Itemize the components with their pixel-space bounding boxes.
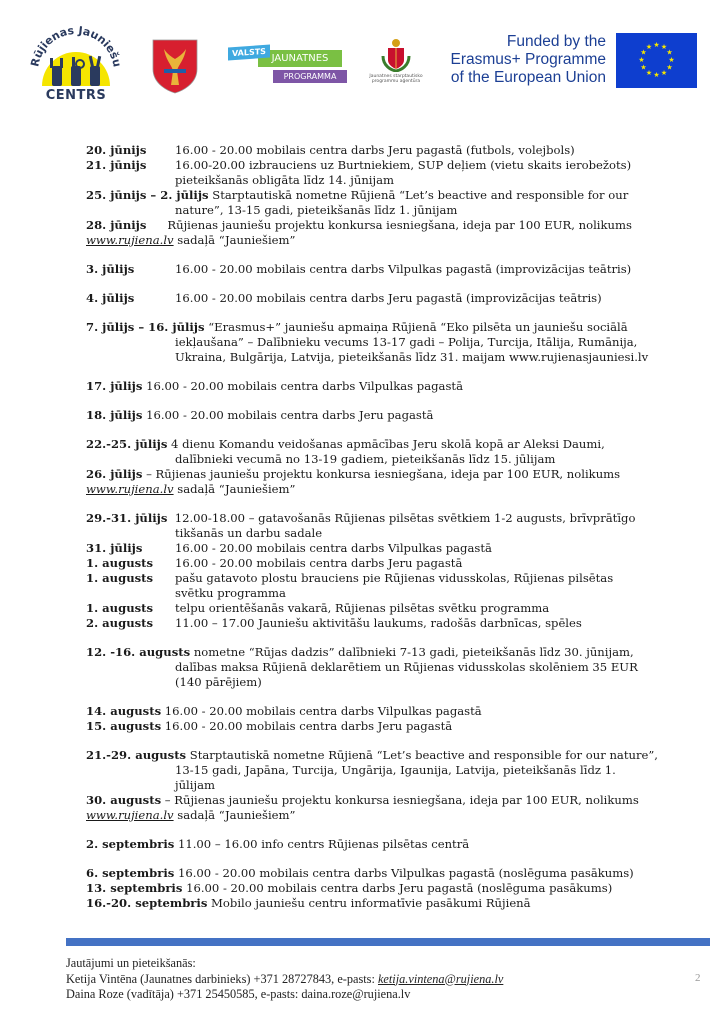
- event-date: 30. augusts: [86, 793, 162, 807]
- jsp-agency-text: Jaunatnes starptautisko programmu aģentūra: [369, 74, 423, 84]
- event-date: 28. jūnijs: [86, 218, 147, 232]
- event-text: 16.00 - 20.00 mobilais centra darbs Vilpulkas pagastā: [164, 704, 482, 718]
- event-date: 7. jūlijs – 16. jūlijs: [86, 320, 205, 334]
- event-entry: [86, 645, 706, 690]
- svg-text:★: ★: [645, 69, 653, 77]
- event-text: Mobilo jauniešu centru informatīvie pasākumi Rūjienā: [211, 896, 531, 910]
- svg-text:★: ★: [653, 71, 660, 79]
- vjp-valsts-label: VALSTS: [228, 45, 270, 61]
- event-entry: [86, 511, 706, 541]
- event-text: telpu orientēšanās vakarā, Rūjienas pilsētas svētku programma: [175, 601, 550, 615]
- event-entry: [86, 881, 706, 896]
- event-entry: [86, 291, 706, 306]
- event-text: Starptautiskā nometne Rūjienā “Let’s beactive and responsible for our: [212, 188, 629, 202]
- rujiena-coat-of-arms: [152, 39, 198, 94]
- event-text: 16.00 - 20.00 mobilais centra darbs Jeru pagastā: [175, 556, 463, 570]
- event-text: 16.00 - 20.00 mobilais centra darbs Vilpulkas pagastā: [146, 379, 463, 393]
- rujiena-website-link[interactable]: www.rujiena.lv: [86, 808, 174, 822]
- ketija-email-link[interactable]: ketija.vintena@rujiena.lv: [377, 971, 504, 986]
- event-text: 16.00 - 20.00 mobilais centra darbs Jeru pagastā: [164, 719, 453, 733]
- event-entry: [86, 262, 706, 277]
- event-text-continued: dalības maksa Rūjienā deklarētiem un Rūjienas vidusskolas skolēniem 35 EUR: [175, 660, 638, 674]
- event-text-continued: pieteikšanās obligāta līdz 14. jūnijam: [175, 173, 395, 187]
- eu-flag-icon: [616, 33, 697, 88]
- event-text: 16.00 - 20.00 mobilais centra darbs Vilpulkas pagastā: [175, 541, 492, 555]
- rujienas-jauniesu-centrs-logo: [28, 20, 124, 106]
- svg-text:★: ★: [653, 41, 660, 49]
- event-text-continued: iekļaušana” – Dalībnieku vecums 13-17 gadi – Polija, Turcija, Itālija, Rumānija,: [175, 335, 638, 349]
- footer-contacts: [66, 956, 706, 1003]
- event-text: – Rūjienas jauniešu projektu konkursa iesniegšana, ideja par 100 EUR, nolikums: [164, 793, 639, 807]
- event-entry: [86, 188, 706, 218]
- event-text: 11.00 – 17.00 Jauniešu aktivitāšu laukums, radošās darbnīcas, spēles: [175, 616, 582, 630]
- event-entry: 28. jūnijs Rūjienas jauniešu projektu konkursa iesniegšana, ideja par 100 EUR, nolikums www.rujiena.lv sadaļā “Jauniešiem”: [86, 218, 632, 247]
- event-entry: 30. augusts – Rūjienas jauniešu projektu konkursa iesniegšana, ideja par 100 EUR, nolikums www.rujiena.lv sadaļā “Jauniešiem”: [86, 793, 639, 822]
- rujiena-website-link[interactable]: www.rujiena.lv: [86, 482, 174, 496]
- event-entry: [86, 896, 706, 911]
- page-number: 2: [695, 972, 701, 984]
- event-text: – Rūjienas jauniešu projektu konkursa iesniegšana, ideja par 100 EUR, nolikums: [146, 467, 621, 481]
- svg-text:★: ★: [666, 63, 673, 72]
- svg-text:★: ★: [660, 43, 668, 51]
- event-date: 26. jūlijs: [86, 467, 143, 481]
- event-text: Rūjienas jauniešu projektu konkursa iesniegšana, ideja par 100 EUR, nolikums: [167, 218, 632, 232]
- event-text: 11.00 – 16.00 info centrs Rūjienas pilsētas centrā: [177, 837, 470, 851]
- event-entry: [86, 704, 706, 719]
- event-date: 12. -16. augusts: [86, 645, 191, 659]
- event-date: 16.-20. septembris: [86, 896, 208, 910]
- event-entry: [86, 866, 706, 881]
- vjp-jaunatnes-label: JAUNATNES: [258, 50, 342, 67]
- event-entry: [86, 748, 706, 793]
- latvia-coat-of-arms-icon: [381, 38, 411, 72]
- svg-text:★: ★: [666, 48, 673, 57]
- svg-text:★: ★: [640, 63, 647, 72]
- event-text: 16.00-20.00 izbrauciens uz Burtniekiem, SUP deļiem (vietu skaits ierobežots): [175, 158, 632, 172]
- event-date: 20. jūnijs: [86, 143, 147, 157]
- event-date: 22.-25. jūlijs: [86, 437, 168, 451]
- event-text: Starptautiskā nometne Rūjienā “Let’s beactive and responsible for our nature”,: [189, 748, 658, 762]
- event-date: 1. augusts: [86, 571, 154, 585]
- vjp-programma-label: PROGRAMMA: [273, 70, 347, 83]
- event-entry: [86, 616, 706, 631]
- event-text: 12.00-18.00 – gatavošanās Rūjienas pilsētas svētkiem 1-2 augusts, brīvprātīgo: [174, 511, 636, 525]
- event-text: 16.00 - 20.00 mobilais centra darbs Vilpulkas pagastā (noslēguma pasākums): [177, 866, 634, 880]
- event-date: 21.-29. augusts: [86, 748, 187, 762]
- erasmus-funding-text: Funded by the Erasmus+ Programme of the European Union: [450, 33, 606, 86]
- event-date: 13. septembris: [86, 881, 183, 895]
- header-logos: [0, 0, 724, 130]
- contact-ketija: Ketija Vintēna (Jaunatnes darbinieks) +371 28727843, e-pasts: ketija.vintena@rujiena.lv: [66, 971, 504, 986]
- event-text: 4 dienu Komandu veidošanas apmācības Jeru skolā kopā ar Aleksi Daumi,: [171, 437, 605, 451]
- event-entry: [86, 556, 706, 571]
- event-entry: [86, 719, 706, 734]
- event-text-continued: jūlijam: [175, 778, 215, 792]
- event-text: 16.00 - 20.00 mobilais centra darbs Jeru pagastā (improvizācijas teātris): [175, 291, 602, 305]
- svg-text:★: ★: [640, 48, 647, 57]
- event-date: 29.-31. jūlijs: [86, 511, 168, 525]
- event-entry: [86, 601, 706, 616]
- svg-text:Rūjienas Jauniešu: Rūjienas Jauniešu: [28, 23, 124, 69]
- event-text: 16.00 - 20.00 mobilais centra darbs Jeru pagastā: [146, 408, 434, 422]
- event-date: 25. jūnijs – 2. jūlijs: [86, 188, 209, 202]
- event-text-continued: tikšanās un darbu sadale: [175, 526, 323, 540]
- event-entry: [86, 571, 706, 601]
- event-date: 17. jūlijs: [86, 379, 143, 393]
- event-entry: [86, 837, 706, 852]
- svg-text:★: ★: [645, 43, 653, 51]
- footer-heading: Jautājumi un pieteikšanās:: [66, 956, 196, 970]
- event-date: 18. jūlijs: [86, 408, 143, 422]
- event-date: 1. augusts: [86, 556, 154, 570]
- event-text: nometne “Rūjas dadzis” dalībnieki 7-13 gadi, pieteikšanās līdz 30. jūnijam,: [193, 645, 634, 659]
- centrs-text: CENTRS: [45, 88, 107, 103]
- event-text-continued: (140 pārējiem): [175, 675, 262, 689]
- event-date: 21. jūnijs: [86, 158, 147, 172]
- event-schedule: [86, 143, 706, 911]
- event-entry: [86, 143, 706, 158]
- event-text: pašu gatavoto plostu brauciens pie Rūjienas vidusskolas, Rūjienas pilsētas: [175, 571, 614, 585]
- svg-text:★: ★: [668, 56, 675, 64]
- event-text-continued: Ukraina, Bulgārija, Latvija, pieteikšanās līdz 31. maijam www.rujienasjauniesi.lv: [175, 350, 649, 364]
- event-text-continued: nature”, 13-15 gadi, pieteikšanās līdz 1. jūnijam: [175, 203, 458, 217]
- event-date: 31. jūlijs: [86, 541, 143, 555]
- event-text-continued: 13-15 gadi, Japāna, Turcija, Ungārija, Igaunija, Latvija, pieteikšanās līdz 1.: [175, 763, 616, 777]
- svg-text:★: ★: [660, 69, 668, 77]
- event-date: 2. augusts: [86, 616, 154, 630]
- event-entry: 26. jūlijs – Rūjienas jauniešu projektu konkursa iesniegšana, ideja par 100 EUR, nolikums www.rujiena.lv sadaļā “Jauniešiem”: [86, 467, 621, 496]
- wheat-sheaf-shield-icon: [152, 39, 198, 94]
- event-date: 6. septembris: [86, 866, 175, 880]
- event-entry: [86, 408, 706, 423]
- event-date: 14. augusts: [86, 704, 162, 718]
- valsts-jaunatnes-programma-logo: [228, 46, 348, 90]
- event-date: 4. jūlijs: [86, 291, 135, 305]
- event-text: 16.00 - 20.00 mobilais centra darbs Vilpulkas pagastā (improvizācijas teātris): [175, 262, 632, 276]
- event-text: 16.00 - 20.00 mobilais centra darbs Jeru pagastā (noslēguma pasākums): [186, 881, 613, 895]
- contact-daina: Daina Roze (vadītāja) +371 25450585, e-pasts: daina.roze@rujiena.lv: [66, 987, 411, 1001]
- event-text-continued: dalībnieki vecumā no 13-19 gadiem, pieteikšanās līdz 15. jūlijam: [175, 452, 556, 466]
- event-date: 1. augusts: [86, 601, 154, 615]
- footer-divider-bar: [66, 938, 710, 946]
- event-entry: [86, 320, 706, 365]
- event-text-continued: svētku programma: [175, 586, 286, 600]
- event-entry: [86, 379, 706, 394]
- svg-text:★: ★: [638, 56, 645, 64]
- event-date: 3. jūlijs: [86, 262, 135, 276]
- event-text: “Erasmus+” jauniešu apmaiņa Rūjienā “Eko pilsēta un jauniešu sociālā: [208, 320, 628, 334]
- jsp-agency-logo: [362, 38, 430, 88]
- rujiena-website-link[interactable]: www.rujiena.lv: [86, 233, 174, 247]
- event-date: 15. augusts: [86, 719, 162, 733]
- event-entry: [86, 541, 706, 556]
- event-entry: [86, 158, 706, 188]
- event-text: 16.00 - 20.00 mobilais centra darbs Jeru pagastā (futbols, volejbols): [175, 143, 575, 157]
- event-date: 2. septembris: [86, 837, 175, 851]
- event-entry: [86, 437, 706, 467]
